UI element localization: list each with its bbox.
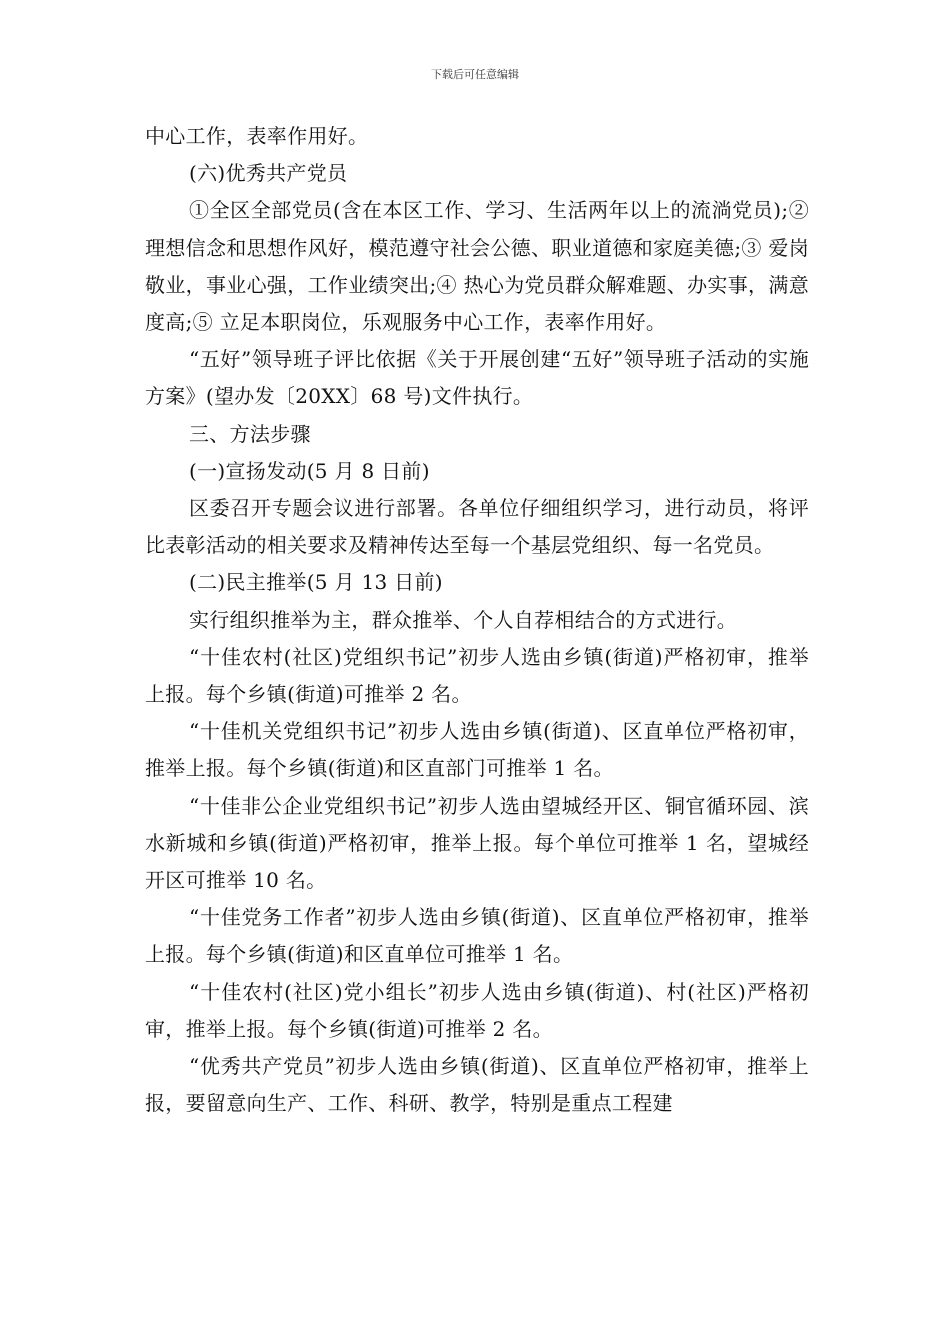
paragraph-12: “优秀共产党员”初步人选由乡镇(街道)、区直单位严格初审，推举上报，要留意向生产、工作、科研、教学，特别是重点工程建 xyxy=(145,1054,809,1116)
paragraph-10: “十佳党务工作者”初步人选由乡镇(街道)、区直单位严格初审，推举上报。每个乡镇(街道)和区直单位可推举 1 名。 xyxy=(145,905,809,967)
subheading-1: (一)宣扬发动(5 月 8 日前) xyxy=(189,458,430,483)
paragraph-5: 区委召开专题会议进行部署。各单位仔细组织学习，进行动员，将评比表彰活动的相关要求及精神传达至每一个基层党组织、每一名党员。 xyxy=(145,496,809,558)
document-body xyxy=(145,118,809,1122)
paragraph-3: ①全区全部党员(含在本区工作、学习、生活两年以上的流淌党员);② 理想信念和思想作风好，模范遵守社会公德、职业道德和家庭美德;③ 爱岗敬业，事业心强，工作业绩突出;④ 热心为党员群众解难题、办实事，满意度高;⑤ 立足本职岗位，乐观服务中心工作，表率作用好。 xyxy=(145,198,809,335)
paragraph-7: “十佳农村(社区)党组织书记”初步人选由乡镇(街道)严格初审，推举上报。每个乡镇(街道)可推举 2 名。 xyxy=(145,644,809,707)
subheading-2: (二)民主推举(5 月 13 日前) xyxy=(189,570,443,595)
paragraph-8: “十佳机关党组织书记”初步人选由乡镇(街道)、区直单位严格初审，推举上报。每个乡镇(街道)和区直部门可推举 1 名。 xyxy=(145,719,809,781)
paragraph-2: (六)优秀共产党员 xyxy=(189,161,348,186)
paragraph-11: “十佳农村(社区)党小组长”初步人选由乡镇(街道)、村(社区)严格初审，推举上报。每个乡镇(街道)可推举 2 名。 xyxy=(145,979,809,1041)
paragraph-4: “五好”领导班子评比依据《关于开展创建“五好”领导班子活动的实施方案》(望办发〔20XX〕68 号)文件执行。 xyxy=(145,347,809,409)
page-header: 下载后可任意编辑 xyxy=(431,68,519,81)
paragraph-9: “十佳非公企业党组织书记”初步人选由望城经开区、铜官循环园、滨水新城和乡镇(街道)严格初审，推举上报。每个单位可推举 1 名，望城经开区可推举 10 名。 xyxy=(145,793,809,893)
paragraph-6: 实行组织推举为主，群众推举、个人自荐相结合的方式进行。 xyxy=(189,607,738,632)
section-heading: 三、方法步骤 xyxy=(189,421,311,446)
paragraph-1: 中心工作，表率作用好。 xyxy=(145,124,369,148)
